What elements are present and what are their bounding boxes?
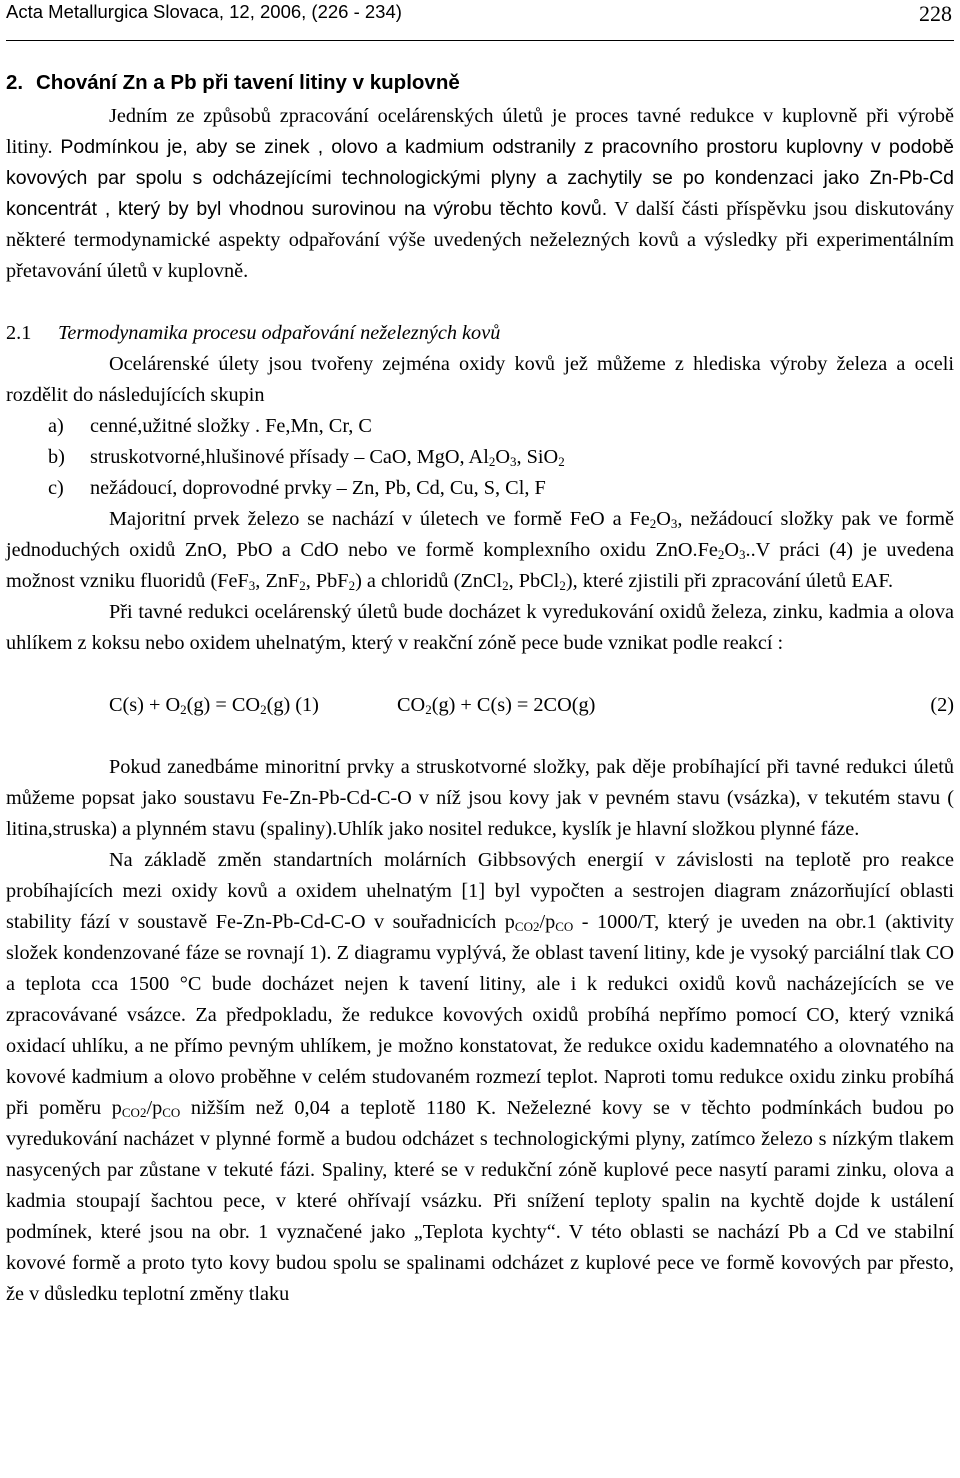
paragraph-reduction: Při tavné redukci ocelárenský úletů bude docházet k vyredukování oxidů železa, zinku, kadmia a olova uhlíkem z koksu nebo oxidem uhelnatým, který v reakční zóně pece bude vznikat podle reakcí : — [6, 601, 954, 654]
document-page — [6, 0, 955, 1305]
list-label-c: c) — [48, 477, 64, 499]
list-label-a: a) — [48, 415, 64, 437]
list-text-b: struskotvorné,hlušinové přísady – CaO, MgO, $Al_2O_3$, SiO$_2$ — [90, 446, 565, 469]
subsection-title: Termodynamika procesu odpařování neželezných kovů — [58, 322, 501, 344]
equations-row — [6, 690, 954, 721]
equation-2: $CO_2(g) + C(s) = 2CO(g)$ — [397, 694, 596, 717]
header-rule — [6, 40, 954, 41]
equation-2-number: (2) — [930, 694, 954, 716]
paragraph-oxides: Majoritní prvek železo se nachází v úletech ve formě FeO a $Fe_2O_3$, nežádoucí složky pak ve formě jednoduchých oxidů ZnO, PbO a CdO nebo ve formě komplexního oxidu $ZnO.Fe_2O_3..V$ práci (4) je uvedena možnost vzniku fluoridů (FeF$_3$, ZnF$_2$, PbF$_2$) a chloridů (ZnCl$_2$, PbCl$_2$), které zjistili při zpracování úletů EAF. — [6, 508, 954, 593]
paragraph-groups: Ocelárenské úlety jsou tvořeny zejména oxidy kovů jež můžeme z hlediska výroby železa a oceli rozdělit do následujících skupin — [6, 353, 954, 406]
list-item-a — [6, 411, 954, 442]
journal-citation: Acta Metallurgica Slovaca, 12, 2006, (226 - 234) — [6, 1, 402, 22]
subsection-heading — [6, 318, 954, 349]
list-item-c — [6, 473, 954, 504]
intro-sentence-1: Jedním ze způsobů zpracování ocelárenských úletů je proces tavné redukce v kuplovně při výrobě litiny. — [6, 105, 954, 158]
running-header — [6, 0, 954, 41]
list-text-c: nežádoucí, doprovodné prvky – Zn, Pb, Cd, Cu, S, Cl, F — [90, 477, 546, 499]
subsection-number: 2.1 — [6, 322, 32, 344]
page-number: 228 — [919, 1, 952, 26]
paragraph-system: Pokud zanedbáme minoritní prvky a struskotvorné složky, pak děje probíhající při tavné redukci úletů můžeme popsat jako soustavu Fe-Zn-Pb-Cd-C-O v níž jsou kovy jak v pevném stavu (vsázka), v tekutém stavu ( litina,struska) a plynném stavu (spaliny).Uhlík jako nositel redukce, kyslík je hlavní složkou plynné fáze. — [6, 756, 954, 840]
list-label-b: b) — [48, 446, 65, 468]
body-text — [6, 101, 954, 1310]
section-title: Chování Zn a Pb při tavení litiny v kuplovně — [36, 71, 460, 94]
list-text-a: cenné,užitné složky . Fe,Mn, Cr, C — [90, 415, 372, 437]
equation-1: $C(s) + O_2(g) = CO_2(g)$ (1) — [109, 694, 319, 717]
paragraph-intro — [6, 101, 954, 287]
paragraph-gibbs: Na základě změn standartních molárních Gibbsových energií v závislosti na teplotě pro reakce probíhajících mezi oxidy kovů a oxidem uhelnatým [1] byl vypočten a sestrojen diagram znázorňující oblasti stability fází v soustavě Fe-Zn-Pb-Cd-C-O v souřadnicích $p_{CO2}/p_{CO} - 1000/T$, který je uveden na obr.1 (aktivity složek kondenzované fáze se rovnají 1). Z diagramu vyplývá, že oblast tavení litiny, kde je vysoký parciální tlak CO a teplota cca 1500 °C bude docházet nejen k tavení litiny, ale i k redukci oxidů kovů nacházejících se ve zpracovávané vsázce. Za předpokladu, že redukce kovových oxidů probíhá nepřímo pomocí CO, který vzniká oxidací uhlíku, a ne přímo pevným uhlíkem, je možno konstatovat, že redukce oxidu kademnatého a olovnatého na kovové kadmium a olovo proběhne v celém studovaném rozmezí teplot. Naproti tomu redukce oxidu zinku probíhá při poměru $p_{CO2}/p_{CO}$ nižším než 0,04 a teplotě 1180 K. Neželezné kovy se v těchto podmínkách budou po vyredukování nacházet v plynné formě a budou odcházet s technologickými plyny, zatímco železo s nízkým tlakem nasycených par zůstane v tekuté fázi. Spaliny, které se v redukční zóně kuplové pece nasytí parami zinku, olova a kadmia stoupají šachtou pece, v které ohřívají vsázku. Při snížení teploty spalin na kychtě dojde k ustálení podmínek, které jsou na obr. 1 vyznačené jako „Teplota kychty“. V této oblasti se nachází Pb a Cd ve stabilní kovové formě a proto tyto kovy budou spolu se spalinami odcházet z kuplové pece ve formě kovových par přesto, že v důsledku teplotní změny tlaku — [6, 849, 955, 1305]
list-item-b — [6, 442, 954, 473]
section-number: 2. — [6, 71, 24, 94]
intro-sentence-3: V další části příspěvku jsou diskutovány některé termodynamické aspekty odpařování výše uvedených neželezných kovů a výsledky při experimentálním přetavování úletů v kuplovně. — [6, 198, 954, 282]
intro-sentence-2: Podmínkou je, aby se zinek , olovo a kadmium odstranily z pracovního prostoru kuplovny v podobě kovových par spolu s odcházejícími technologickými plyny a zachytily se po kondenzaci jako Zn-Pb-Cd koncentrát , který by byl vhodnou surovinou na výrobu těchto kovů. — [6, 136, 954, 220]
section-heading — [6, 71, 460, 95]
